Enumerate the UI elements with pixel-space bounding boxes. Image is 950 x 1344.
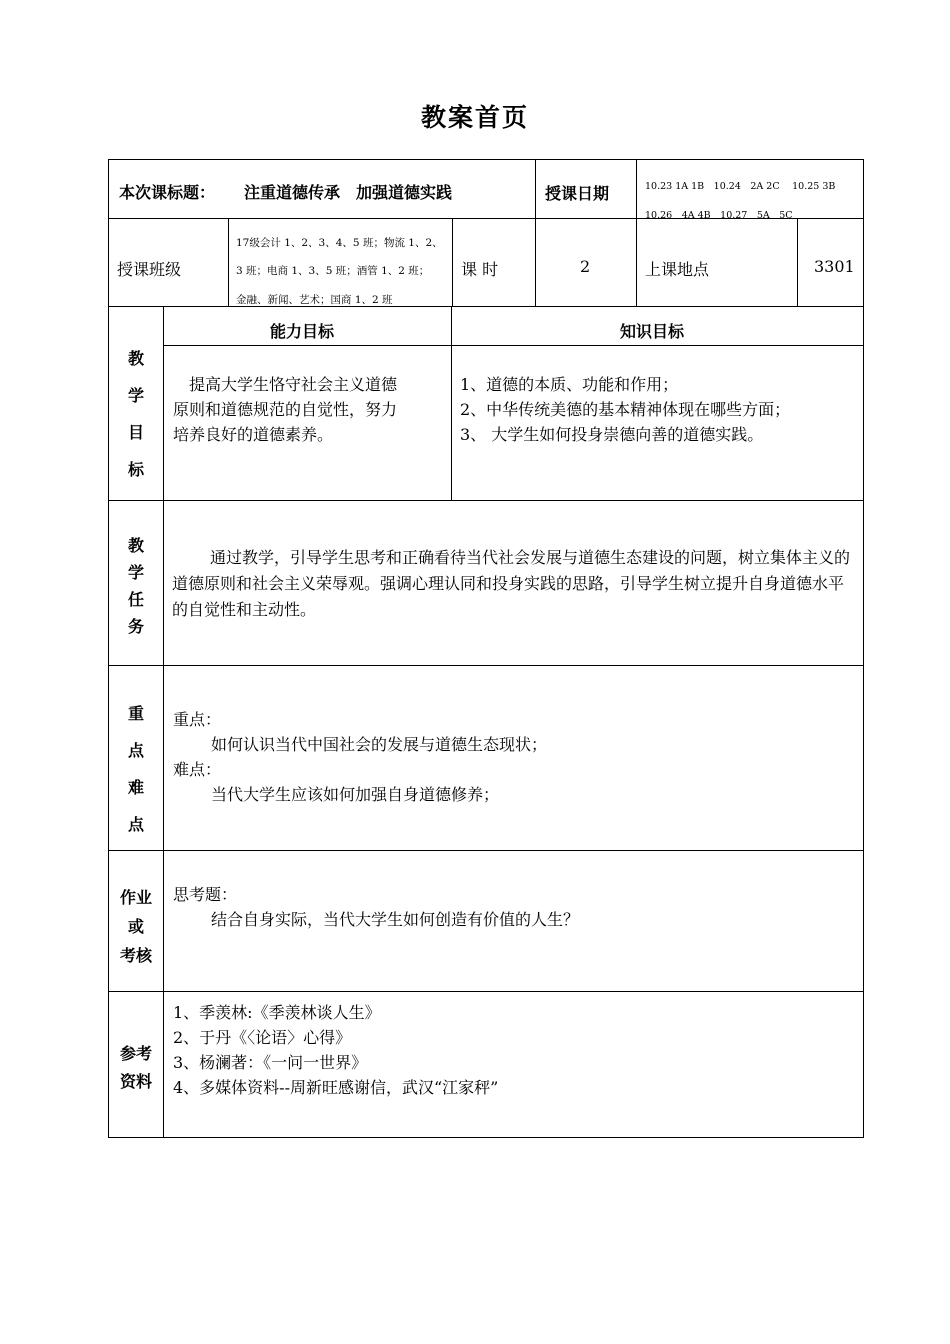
page-title: 教案首页 xyxy=(420,103,529,132)
col-divider xyxy=(451,306,452,501)
row-divider xyxy=(108,991,864,992)
place-label: 上课地点 xyxy=(645,260,710,279)
reference-item: 4、多媒体资料--周新旺感谢信，武汉“江家秤” xyxy=(173,1078,499,1097)
ability-line: 提高大学生恪守社会主义道德 xyxy=(173,375,398,394)
col-divider xyxy=(636,218,637,307)
table-border-top xyxy=(108,159,864,160)
objectives-label xyxy=(110,340,162,488)
label-char: 任 xyxy=(127,590,144,609)
hours-label: 课 时 xyxy=(461,260,499,279)
reference-item: 2、于丹《〈论语〉心得》 xyxy=(173,1028,352,1047)
label-line: 资料 xyxy=(119,1072,152,1091)
reference-item: 3、杨澜著：《一问一世界》 xyxy=(173,1053,368,1072)
dates-line-2: 10.26 4A 4B 10.27 5A 5C xyxy=(645,210,793,221)
row-divider xyxy=(108,665,864,666)
col-divider xyxy=(535,218,536,307)
class-label: 授课班级 xyxy=(117,260,182,279)
references-list xyxy=(173,1000,498,1100)
knowledge-line: 2、中华传统美德的基本精神体现在哪些方面； xyxy=(460,400,791,419)
col-divider xyxy=(228,218,229,307)
label-char: 务 xyxy=(127,617,144,636)
dates-line-1: 10.23 1A 1B 10.24 2A 2C 10.25 3B xyxy=(645,181,836,192)
col-divider xyxy=(535,159,536,219)
focus-text: 如何认识当代中国社会的发展与道德生态现状； xyxy=(211,735,548,754)
label-char: 教 xyxy=(127,536,144,555)
knowledge-header: 知识目标 xyxy=(620,322,685,341)
knowledge-line: 3、 大学生如何投身崇德向善的道德实践。 xyxy=(460,425,764,444)
label-char: 学 xyxy=(127,563,144,582)
place-value: 3301 xyxy=(814,257,855,276)
label-column-divider xyxy=(163,306,164,1138)
ability-line: 原则和道德规范的自觉性，努力 xyxy=(173,400,398,419)
date-label: 授课日期 xyxy=(545,184,610,203)
label-char: 重 xyxy=(127,704,144,723)
key-points-label xyxy=(110,695,162,843)
task-label xyxy=(110,532,162,640)
row-divider xyxy=(108,500,864,501)
focus-label: 重点： xyxy=(173,710,222,729)
ability-line: 培养良好的道德素养。 xyxy=(173,425,334,444)
label-char: 教 xyxy=(127,349,144,368)
label-char: 点 xyxy=(127,741,144,760)
difficulty-label: 难点： xyxy=(173,760,222,779)
col-divider xyxy=(636,159,637,219)
topic-label: 本次课标题： xyxy=(119,183,216,202)
label-char: 目 xyxy=(127,423,144,442)
col-divider xyxy=(452,218,453,307)
class-line-1: 17级会计 1、2、3、4、5 班；物流 1、2、 xyxy=(236,237,443,249)
label-line: 参考 xyxy=(119,1044,152,1063)
ability-text xyxy=(173,372,397,447)
class-line-2: 3 班；电商 1、3、5 班；酒管 1、2 班； xyxy=(236,265,430,277)
knowledge-text xyxy=(460,372,790,447)
label-line: 考核 xyxy=(119,946,152,965)
label-line: 作业 xyxy=(119,888,152,907)
label-char: 点 xyxy=(127,815,144,834)
label-char: 学 xyxy=(127,386,144,405)
knowledge-line: 1、道德的本质、功能和作用； xyxy=(460,375,679,394)
references-label xyxy=(110,1040,162,1096)
ability-header: 能力目标 xyxy=(270,322,335,341)
col-divider xyxy=(797,218,798,307)
task-text: 通过教学，引导学生思考和正确看待当代社会发展与道德生态建设的问题，树立集体主义的道德原则和社会主义荣辱观。强调心理认同和投身实践的思路，引导学生树立提升自身道德水平的自觉性和主动性。 xyxy=(172,548,851,619)
label-char: 标 xyxy=(127,460,144,479)
homework-title: 思考题： xyxy=(173,885,238,904)
row-divider xyxy=(163,345,864,346)
row-divider xyxy=(108,306,864,307)
label-char: 难 xyxy=(127,778,144,797)
table-border-bottom xyxy=(108,1137,864,1138)
difficulty-text: 当代大学生应该如何加强自身道德修养； xyxy=(211,785,500,804)
label-line: 或 xyxy=(127,917,144,936)
hours-value: 2 xyxy=(580,257,591,276)
topic-value: 注重道德传承 加强道德实践 xyxy=(244,183,453,202)
homework-label xyxy=(110,883,162,970)
homework-question: 结合自身实际，当代大学生如何创造有价值的人生？ xyxy=(211,910,580,929)
row-divider xyxy=(108,850,864,851)
reference-item: 1、季羡林:《季羡林谈人生》 xyxy=(173,1003,381,1022)
class-line-3: 金融、新闻、艺术；国商 1、2 班 xyxy=(236,294,393,305)
